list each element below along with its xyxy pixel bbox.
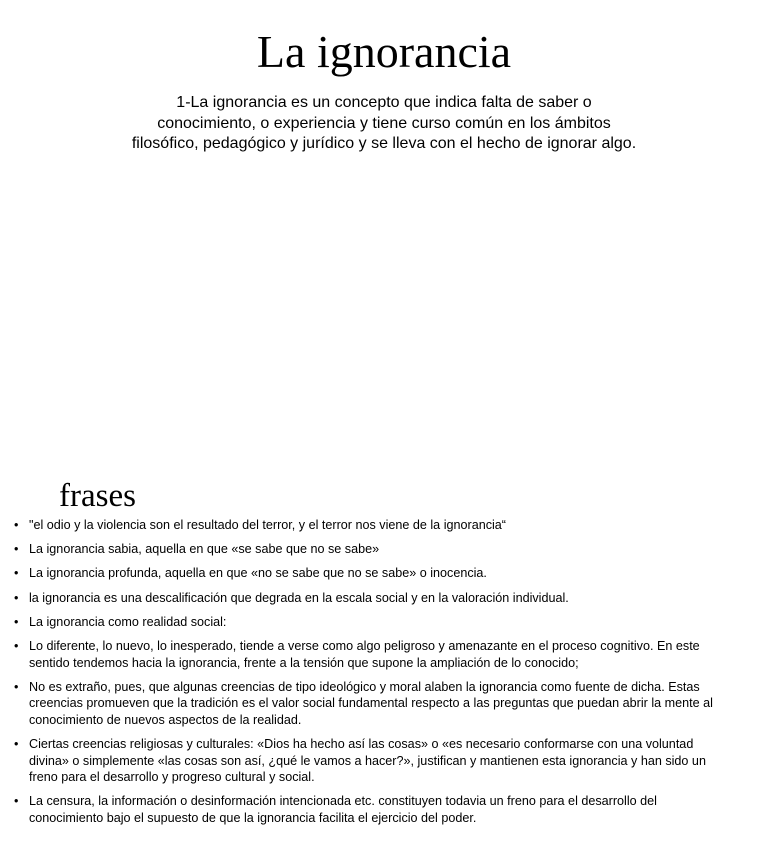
bullet-icon: •: [14, 737, 19, 752]
bullet-icon: •: [14, 794, 19, 809]
list-item: [14, 793, 714, 826]
intro-line: conocimiento, o experiencia y tiene curso común en los ámbitos: [157, 114, 611, 132]
quotes-list: [14, 517, 714, 834]
bullet-icon: •: [14, 638, 19, 653]
bullet-icon: •: [14, 566, 19, 581]
list-item: [14, 590, 714, 607]
bullet-icon: •: [14, 542, 19, 557]
list-item: [14, 517, 714, 534]
list-item: [14, 679, 714, 729]
list-item-text: No es extraño, pues, que algunas creencias de tipo ideológico y moral alaben la ignorancia como fuente de dicha. Estas creencias promueven que la tradición es el valor social fundamental respecto a las preguntas que puedan abrir la mente al conocimiento de nuevos aspectos de la realidad.: [29, 679, 713, 727]
section-heading-frases: frases: [59, 478, 136, 514]
bullet-icon: •: [14, 518, 19, 532]
intro-line: filosófico, pedagógico y jurídico y se lleva con el hecho de ignorar algo.: [131, 135, 637, 152]
list-item: [14, 736, 714, 786]
list-item-text: Ciertas creencias religiosas y culturales: «Dios ha hecho así las cosas» o «es necesario conformarse con una voluntad divina» o simplemente «las cosas son así, ¿qué le vamos a hacer?», justifican y mantienen esta ignorancia y han sido un freno para el desarrollo y progreso cultural y social.: [29, 737, 706, 785]
intro-line: 1-La ignorancia es un concepto que indica falta de saber o: [176, 94, 592, 111]
list-item-text: Lo diferente, lo nuevo, lo inesperado, tiende a verse como algo peligroso y amenazante en el proceso cognitivo. En este sentido tendemos hacia la ignorancia, frente a la tensión que supone la ampliación de lo conocido;: [29, 638, 700, 670]
list-item: [14, 541, 714, 558]
list-item: [14, 638, 714, 671]
intro-paragraph: [104, 93, 664, 155]
list-item-text: la ignorancia es una descalificación que degrada en la escala social y en la valoración individual.: [29, 590, 569, 605]
list-item-text: La ignorancia como realidad social:: [29, 614, 227, 629]
list-item: [14, 614, 714, 631]
bullet-icon: •: [14, 679, 19, 694]
list-item: [14, 565, 714, 582]
list-item-text: "el odio y la violencia son el resultado del terror, y el terror nos viene de la ignorancia“: [29, 518, 506, 532]
page-title: La ignorancia: [256, 26, 512, 77]
bullet-icon: •: [14, 614, 19, 629]
list-item-text: La censura, la información o desinformación intencionada etc. constituyen todavia un freno para el desarrollo del conocimiento bajo el supuesto de que la ignorancia facilita el ejercicio del poder.: [29, 794, 657, 826]
list-item-text: La ignorancia sabia, aquella en que «se sabe que no se sabe»: [29, 542, 380, 557]
bullet-icon: •: [14, 590, 19, 605]
list-item-text: La ignorancia profunda, aquella en que «no se sabe que no se sabe» o inocencia.: [29, 566, 487, 581]
